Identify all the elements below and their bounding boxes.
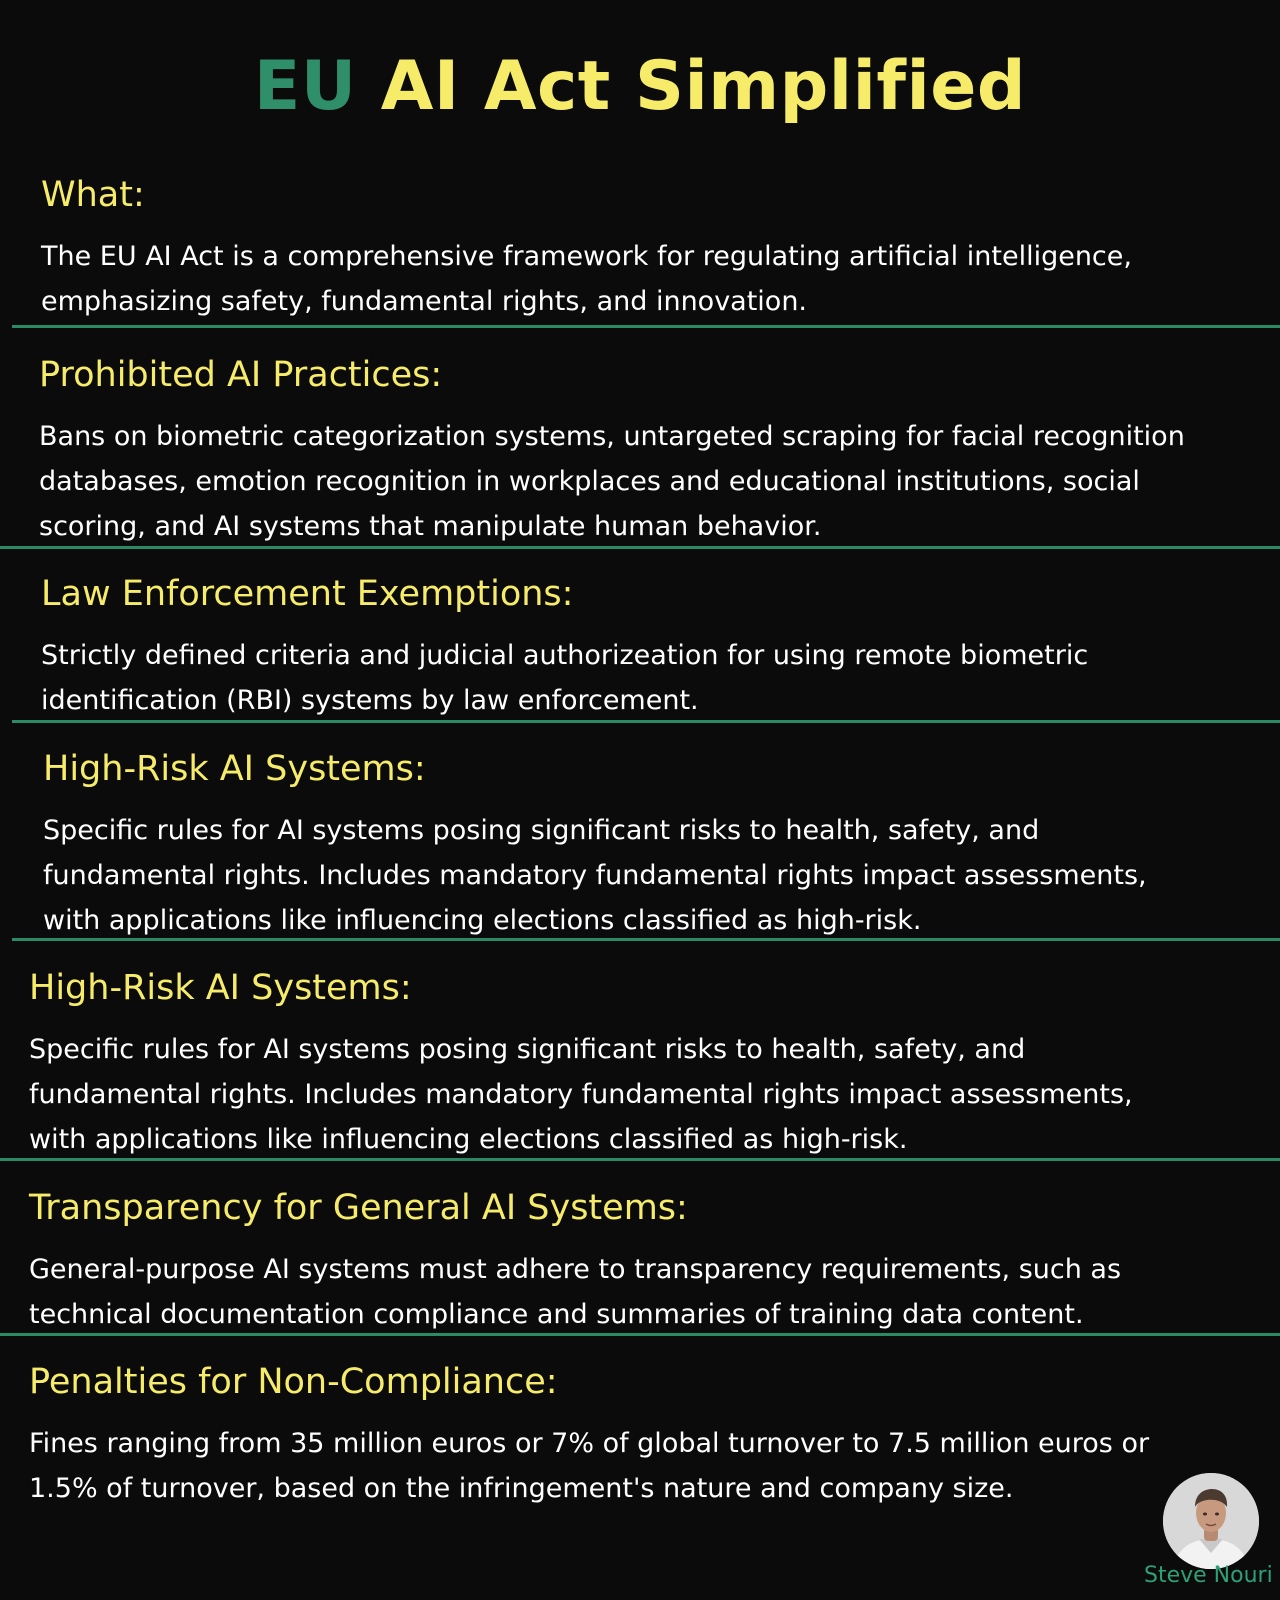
body-line: General-purpose AI systems must adhere to transparency requirements, such as [29,1254,1122,1285]
avatar-drawing [1163,1473,1259,1569]
body-line: Bans on biometric categorization systems, untargeted scraping for facial recognition [39,421,1185,452]
section-heading: High-Risk AI Systems: [29,968,412,1008]
section-body [41,633,1280,723]
body-line: emphasizing safety, fundamental rights, and innovation. [41,286,808,317]
section-heading: Prohibited AI Practices: [39,355,443,395]
body-line: with applications like influencing elections classified as high-risk. [43,905,922,936]
author-name: Steve Nouri [1144,1563,1273,1588]
body-line: with applications like influencing elections classified as high-risk. [29,1124,908,1155]
page-title [0,42,1280,132]
section-heading: Law Enforcement Exemptions: [41,574,574,614]
section-body [39,414,1279,549]
section-body [29,1247,1269,1337]
body-line: technical documentation compliance and summaries of training data content. [29,1299,1084,1330]
section-divider [0,546,1280,549]
body-line: scoring, and AI systems that manipulate human behavior. [39,511,822,542]
body-line: 1.5% of turnover, based on the infringement's nature and company size. [29,1473,1014,1504]
person-portrait-icon [1163,1473,1259,1569]
section-body [29,1421,1269,1511]
body-line: fundamental rights. Includes mandatory fundamental rights impact assessments, [43,860,1147,891]
section-body [41,234,1280,324]
section-body [29,1027,1269,1162]
section-divider [12,938,1280,941]
body-line: Specific rules for AI systems posing significant risks to health, safety, and [43,815,1040,846]
section-heading: High-Risk AI Systems: [43,749,426,789]
body-line: Fines ranging from 35 million euros or 7% of global turnover to 7.5 million euros or [29,1428,1150,1459]
body-line: Specific rules for AI systems posing significant risks to health, safety, and [29,1034,1026,1065]
section-divider [0,1333,1280,1336]
section-heading: Transparency for General AI Systems: [29,1188,688,1228]
body-line: fundamental rights. Includes mandatory fundamental rights impact assessments, [29,1079,1133,1110]
section-heading: What: [41,175,145,215]
section-divider [12,325,1280,328]
title-rest: AI Act Simplified [380,47,1027,126]
body-line: Strictly defined criteria and judicial authorizeation for using remote biometric [41,640,1089,671]
section-body [43,808,1280,943]
section-divider [12,720,1280,723]
body-line: identification (RBI) systems by law enforcement. [41,685,699,716]
body-line: databases, emotion recognition in workplaces and educational institutions, social [39,466,1140,497]
title-eu: EU [253,47,357,126]
section-divider [0,1158,1280,1161]
section-heading: Penalties for Non-Compliance: [29,1362,558,1402]
body-line: The EU AI Act is a comprehensive framework for regulating artificial intelligence, [41,241,1132,272]
